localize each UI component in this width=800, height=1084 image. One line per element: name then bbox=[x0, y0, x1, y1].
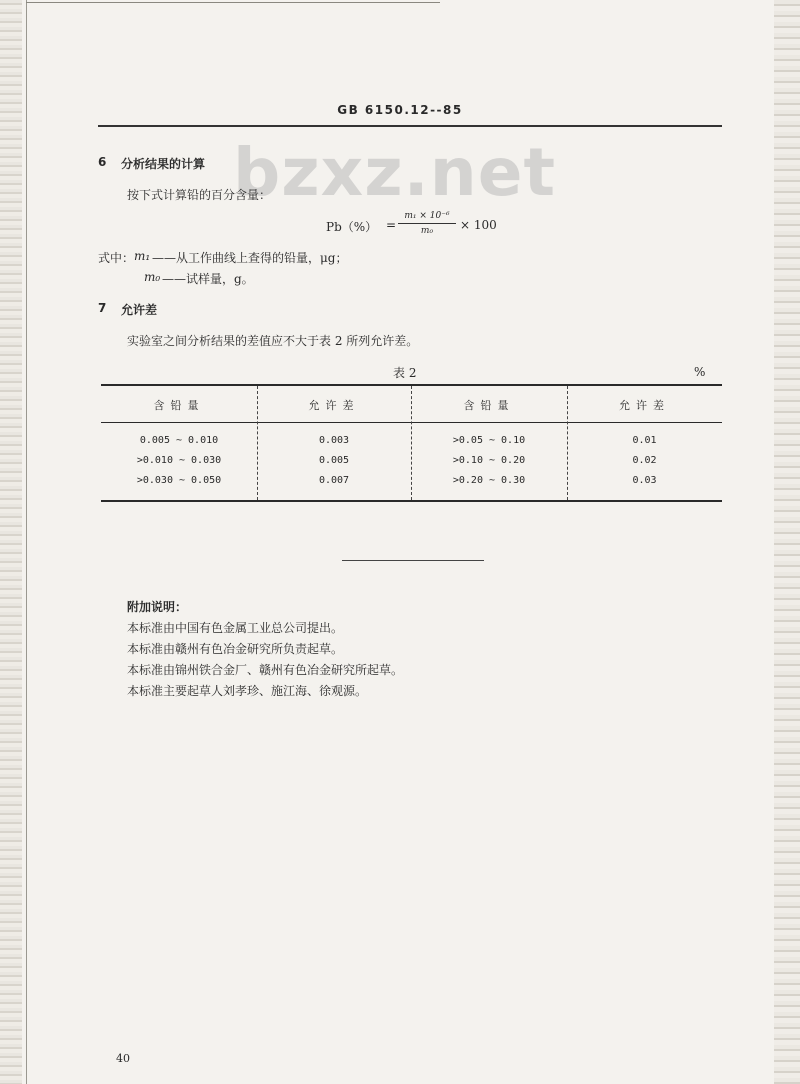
table-header-cell: 允许差 bbox=[308, 399, 360, 412]
scan-edge-right bbox=[774, 0, 800, 1084]
scan-top-line bbox=[26, 2, 440, 3]
var-m1-desc: ——从工作曲线上查得的铅量，μg； bbox=[152, 251, 348, 265]
standard-code-header: GB 6150.12--85 bbox=[337, 103, 463, 117]
table-title: 表 2 bbox=[393, 366, 417, 380]
where-label: 式中： bbox=[98, 251, 135, 265]
table-header-cell: 含铅量 bbox=[463, 399, 515, 412]
formula-denominator: m₀ bbox=[420, 226, 434, 236]
scan-edge-line bbox=[26, 0, 27, 1084]
table-unit: % bbox=[694, 365, 706, 379]
table-cell: >0.20 ~ 0.30 bbox=[452, 475, 526, 486]
table-cell: 0.01 bbox=[632, 435, 657, 446]
header-rule bbox=[98, 125, 722, 127]
section-7-title: 允许差 bbox=[121, 303, 158, 317]
table-cell: 0.007 bbox=[318, 475, 350, 486]
formula-fraction bbox=[398, 210, 456, 237]
table-cell: 0.005 bbox=[318, 455, 350, 466]
additional-notes bbox=[127, 597, 403, 702]
notes-line: 本标准主要起草人刘孝珍、施江海、徐观源。 bbox=[127, 684, 368, 698]
table-cell: >0.10 ~ 0.20 bbox=[452, 455, 526, 466]
table-cell: >0.05 ~ 0.10 bbox=[452, 435, 526, 446]
table-header-cell: 含铅量 bbox=[153, 399, 205, 412]
formula-rhs: × 100 bbox=[460, 218, 497, 232]
section-6-title: 分析结果的计算 bbox=[121, 157, 206, 171]
var-m0-desc: ——试样量，g。 bbox=[162, 272, 254, 286]
table-bottom-rule bbox=[101, 500, 722, 502]
section-7-number: 7 bbox=[98, 301, 107, 315]
watermark: bzxz.net bbox=[233, 134, 557, 211]
formula-numerator: m₁ × 10⁻⁶ bbox=[404, 211, 450, 221]
tolerance-table bbox=[101, 384, 722, 502]
fraction-bar bbox=[398, 223, 456, 224]
page-number: 40 bbox=[116, 1052, 130, 1065]
table-cell: 0.005 ~ 0.010 bbox=[139, 435, 219, 446]
var-m0-symbol: m₀ bbox=[144, 270, 161, 284]
scan-edge-left bbox=[0, 0, 22, 1084]
section-7-text: 实验室之间分析结果的差值应不大于表 2 所列允许差。 bbox=[127, 334, 419, 348]
var-m1-symbol: m₁ bbox=[134, 249, 151, 263]
table-cell: 0.03 bbox=[632, 475, 657, 486]
table-cell: 0.02 bbox=[632, 455, 657, 466]
table-cell: >0.030 ~ 0.050 bbox=[136, 475, 222, 486]
end-rule bbox=[342, 560, 484, 561]
formula-lhs: Pb（%） bbox=[326, 220, 378, 234]
formula-equals: = bbox=[386, 218, 397, 232]
notes-title: 附加说明： bbox=[127, 600, 188, 614]
section-6-number: 6 bbox=[98, 155, 107, 169]
notes-line: 本标准由锦州铁合金厂、赣州有色冶金研究所起草。 bbox=[127, 663, 404, 677]
table-cell: >0.010 ~ 0.030 bbox=[136, 455, 222, 466]
notes-line: 本标准由赣州有色冶金研究所负责起草。 bbox=[127, 642, 344, 656]
lead-formula bbox=[326, 210, 526, 240]
table-header-cell: 允许差 bbox=[619, 399, 670, 412]
section-6-intro: 按下式计算铅的百分含量： bbox=[127, 188, 272, 202]
table-cell: 0.003 bbox=[318, 435, 350, 446]
notes-line: 本标准由中国有色金属工业总公司提出。 bbox=[127, 621, 344, 635]
